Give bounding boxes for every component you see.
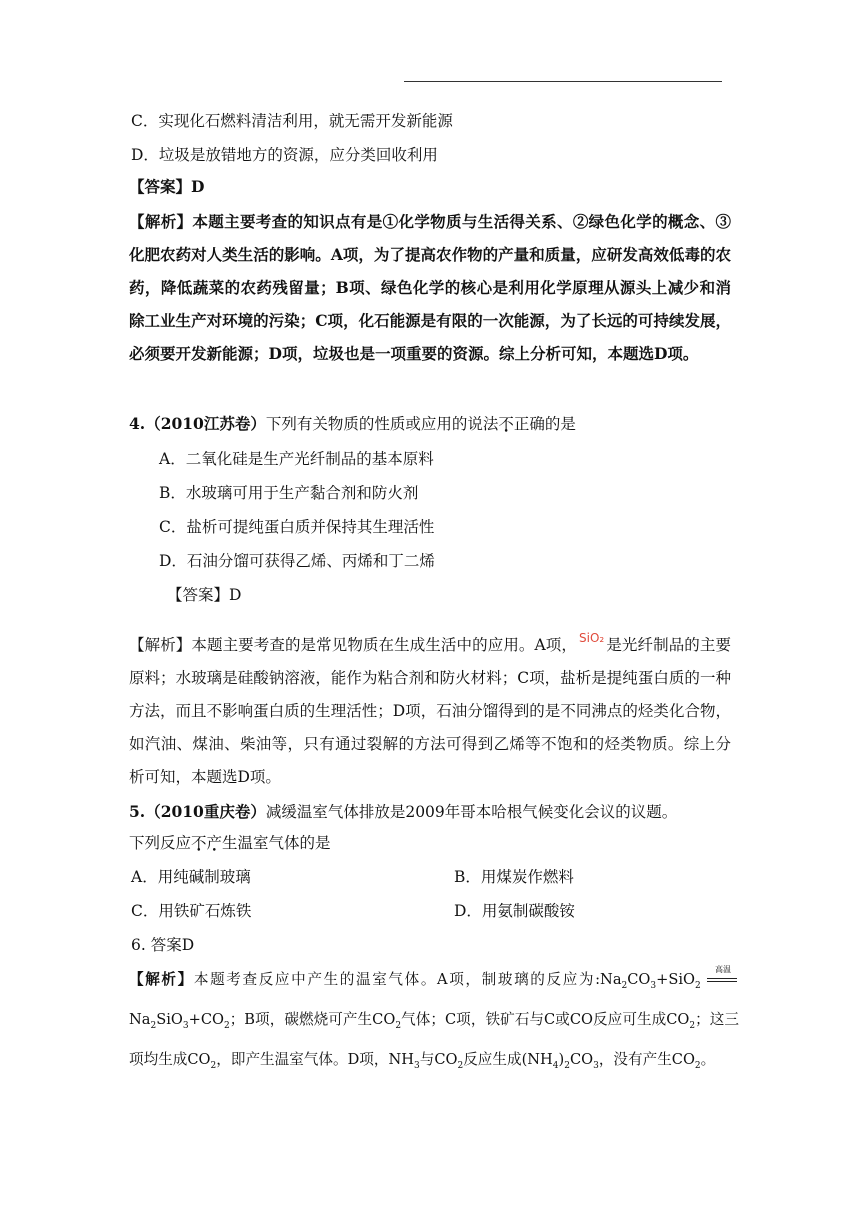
- q5-analysis-label: 【解析】: [129, 971, 194, 988]
- q5-option-b: B．用煤炭作燃料: [454, 868, 574, 886]
- q5-analysis-a: 本题考查反应中产生的温室气体。A项，制玻璃的反应为:Na: [193, 971, 622, 988]
- q4-option-c: C．盐析可提纯蛋白质并保持其生理活性: [159, 518, 435, 536]
- header-rule: [404, 81, 722, 82]
- q5-stem-pre: 下列反应: [129, 834, 192, 852]
- q4-source: （2010江苏卷）: [145, 414, 266, 433]
- q5-answer: 6. 答案D: [131, 936, 195, 954]
- q4-answer: 【答案】D: [167, 586, 242, 604]
- q4-option-b: B．水玻璃可用于生产黏合剂和防火剂: [159, 484, 419, 502]
- q5-option-d: D．用氨制碳酸铵: [454, 902, 575, 920]
- q5-emphasis-1: 不: [191, 834, 207, 852]
- q4-stem-post: 正确的是: [513, 415, 576, 433]
- q4-stem: [129, 413, 576, 435]
- q3-option-d: D．垃圾是放错地方的资源，应分类回收利用: [131, 146, 438, 164]
- q4-analysis: [129, 622, 731, 794]
- q4-option-d: D．石油分馏可获得乙烯、丙烯和丁二烯: [159, 552, 435, 570]
- q5-source: （2010重庆卷）: [145, 802, 266, 821]
- q5-option-c: C．用铁矿石炼铁: [131, 902, 252, 920]
- q4-option-a: A．二氧化硅是生产光纤制品的基本原料: [159, 450, 434, 468]
- q4-number: 4.: [129, 414, 146, 433]
- q5-number: 5.: [129, 802, 146, 821]
- q4-analysis-pre: 【解析】本题主要考查的是常见物质在生成生活中的应用。A项，: [129, 636, 577, 654]
- q5-emphasis-2: 产: [206, 834, 223, 852]
- q5-stem-line2: [129, 832, 331, 854]
- q5-option-a: A．用纯碱制玻璃: [131, 868, 251, 886]
- q4-stem-emphasis: 不: [498, 415, 514, 433]
- q3-answer: 【答案】D: [129, 177, 205, 196]
- q5-stem-post: 生温室气体的是: [222, 834, 331, 852]
- q3-option-c: C．实现化石燃料清洁利用，就无需开发新能源: [131, 112, 453, 130]
- q4-stem-pre: 下列有关物质的性质或应用的说法: [265, 415, 499, 433]
- q5-stem-line1: [129, 801, 677, 823]
- q4-analysis-post: 是光纤制品的主要原料；水玻璃是硅酸钠溶液，能作为粘合剂和防火材料；C项，盐析是提纯蛋白质的一种方法，而且不影响蛋白质的生理活性；D项，石油分馏得到的是不同沸点的烃类化合物，如汽油、煤油、柴油等，只有通过裂解的方法可得到乙烯等不饱和的烃类物质。综上分析可知，本题选D项。: [129, 636, 731, 786]
- condition-text: 高温: [715, 965, 731, 974]
- reaction-condition: [707, 965, 739, 986]
- sio2-formula-image: SiO₂: [579, 631, 605, 645]
- q5-stem-line1-text: 减缓温室气体排放是2009年哥本哈根气候变化会议的议题。: [265, 803, 678, 821]
- q3-analysis: 【解析】本题主要考查的知识点有是①化学物质与生活得关系、②绿色化学的概念、③化肥农药对人类生活的影响。A项，为了提高农作物的产量和质量，应研发高效低毒的农药，降低蔬菜的农药残留量；B项、绿色化学的核心是利用化学原理从源头上减少和消除工业生产对环境的污染；C项，化石能源是有限的一次能源，为了长远的可持续发展，必须要开发新能源；D项，垃圾也是一项重要的资源。综上分析可知，本题选D项。: [129, 212, 731, 363]
- q5-analysis: 【解析】本题考查反应中产生的温室气体。A项，制玻璃的反应为$:Na_2CO_3+SiO_2$ 高温 $Na_2SiO_3+CO_2$；B项，碳燃烧可产生$CO_2$气体；C项，铁矿石与C或CO反应可生成$CO_2$；这三项均生成$CO_2$，即产生温室气体。D项，$NH_3$与$CO_2$反应生成$(NH_4)_2CO_3$，没有产生$CO_2$。: [129, 965, 739, 1071]
